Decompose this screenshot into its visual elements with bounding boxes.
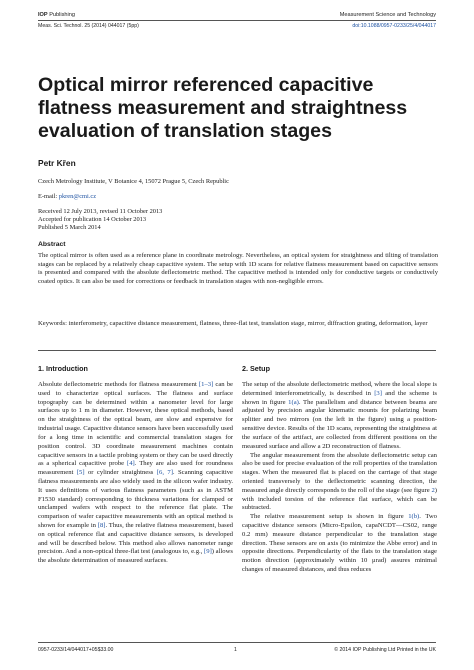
ref-link[interactable]: [1–3] [198, 381, 214, 388]
setup-paragraph-2: The angular measurement from the absolute deflectometric setup can also be used for precise evaluation of the roll properties of the translation stages. When the measured flat is placed on the carriage of that stage oriented transversely to the deflectometric scanning direction, the measured angle directly corresponds to the roll of the stage (see figure 2) with included torsion of the reference flat surface, which can be subtracted. [242, 451, 437, 512]
section-introduction-title: 1. Introduction [38, 364, 88, 373]
journal-name: Measurement Science and Technology [339, 12, 436, 18]
ref-link[interactable]: [5] [76, 469, 85, 477]
setup-paragraph-1: The setup of the absolute deflectometric method, where the local slope is determined interferometrically, is described in [3] and the scheme is shown in figure 1(a). The parallelism and distance between beams are adjusted by precision angular kinematic mounts for polarizing beam splitter and two mirrors (on the left in the figure) using a position-sensitive device. Results of the 1D scans, representing the straightness at the surface of the artifact, are collected from different positions on the measured surface and allow a 2D reconstruction of flatness. [242, 381, 437, 450]
section-rule [38, 350, 436, 351]
accepted-date: Accepted for publication 14 October 2013 [38, 216, 147, 224]
logo-rest: Publishing [47, 12, 76, 18]
ref-link[interactable]: [3] [374, 389, 382, 397]
email-label: E-mail: [38, 193, 59, 200]
column-right [242, 381, 437, 575]
intro-paragraph: Absolute deflectometric methods for flatness measurement [1–3] can be used to characterize optical surfaces. The flatness and surface topography can be determined within a nanometer level for large surfaces up to 1 m in diameter. However, these optical methods, based on the straightness of the optical beam, are slow and expensive for industrial usage. Capacitive distance sensors have been successfully used for a long time in scientific and commercial translation stages for position control. 3D coordinate measurement machines contain capacitive sensors in a tactile probing system or they can be used directly as a spherical capacitive probe [4]. They are also used for roundness measurement [5] or cylinder straightness [6, 7]. Scanning capacitive flatness measurements are also widely used in the silicon wafer industry. It uses definitions of various flatness parameters (such as in ASTM F1530 standard) corresponding to thickness variations for clamped or unclamped wafers with respect to the reference flat plate. The comparison of wafer capacitive measurements with an optical method is shown for example in [8]. Thus, the relative flatness measurement, based on optical reference flat and capacitive distance sensors, is developed and will be described below. This method also allows nanometer range precision. And a non-optical three-flat test (analogous to, e.g., [9]) allows the absolute determination of measured surfaces. [38, 381, 234, 565]
abstract-heading: Abstract [38, 241, 66, 248]
setup-paragraph-3: The relative measurement setup is shown in figure 1(b). Two capacitive distance sensors (Micro-Epsilon, capaNCDT—CS02, range 0.2 mm) measure distance perpendicular to the translation stage direction. These sensors are on axis (to minimize the Abbe error) and in opposite directions. Perpendicularity of the flats to the translation stage motion direction (approximately within 10 μrad) assures minimal changes of measured distances, and thus reduces [242, 513, 437, 574]
received-date: Received 12 July 2013, revised 11 October 2013 [38, 208, 163, 215]
doi-link[interactable]: doi:10.1088/0957-0233/25/4/044017 [352, 23, 436, 29]
email-link[interactable]: pkren@cmi.cz [58, 193, 97, 200]
abstract-text: The optical mirror is often used as a reference plane in coordinate metrology. Nevertheless, an optical system for straightness and tilting of translation stages can be replaced by a relatively cheap capacitive system. The setup with 1D scans for relative flatness measurement based on capacitive sensors is presented and compared with the absolute deflectometric method. The capacitive method is intended only for conductive targets or conductively coated optics. It can also be used for corrections or feedback in translation stages with non-negligible errors. [38, 252, 438, 285]
author-name: Petr Křen [38, 158, 76, 168]
footer-code: 0957-0233/14/044017+05$33.00 [38, 647, 114, 653]
author-email [38, 193, 96, 200]
column-left [38, 381, 233, 566]
page-header [38, 12, 436, 30]
ref-link[interactable]: [9] [204, 548, 212, 556]
footer-rule [38, 642, 436, 643]
figure-link[interactable]: 2 [431, 486, 435, 494]
ref-link[interactable]: [6, 7] [156, 469, 173, 477]
page-number: 1 [234, 647, 237, 653]
ref-link[interactable]: [8] [97, 522, 106, 529]
figure-link[interactable]: 1(a) [288, 398, 299, 406]
citation: Meas. Sci. Technol. 25 (2014) 044017 (5pp) [38, 23, 139, 29]
keywords: Keywords: interferometry, capacitive distance measurement, flatness, three-flat test, translation stage, mirror, diffraction grating, deformation, layer [38, 320, 428, 327]
affiliation: Czech Metrology Institute, V Botanice 4, 15072 Prague 5, Czech Republic [38, 178, 229, 185]
section-setup-title: 2. Setup [242, 364, 270, 373]
publisher-logo [38, 12, 75, 18]
copyright: © 2014 IOP Publishing Ltd Printed in the UK [334, 647, 436, 653]
publication-dates [38, 208, 162, 233]
figure-link[interactable]: 1(b) [408, 513, 420, 521]
published-date: Published 5 March 2014 [38, 224, 101, 232]
logo-bold: IOP [38, 12, 48, 18]
article-title: Optical mirror referenced capacitive flatness measurement and straightness evaluation of translation stages [38, 74, 408, 142]
header-rule [38, 20, 436, 21]
ref-link[interactable]: [4] [127, 460, 135, 468]
